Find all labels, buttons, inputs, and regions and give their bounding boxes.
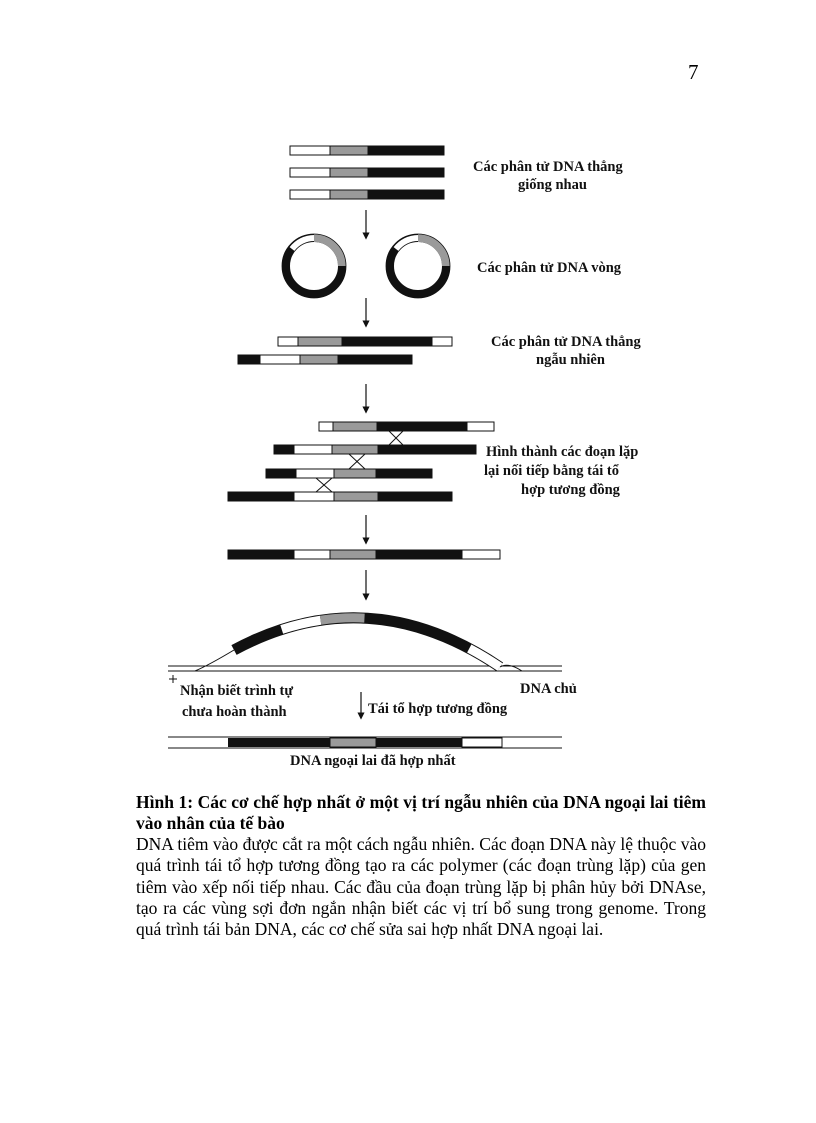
concatemer-group xyxy=(228,422,494,501)
crossover-marks xyxy=(316,431,403,492)
label-host-dna: DNA chủ xyxy=(520,681,577,697)
label-concatemer-1: Hình thành các đoạn lặp xyxy=(486,444,639,460)
identical-linear-dna-group xyxy=(290,146,444,199)
label-linear-identical-2: giống nhau xyxy=(518,177,587,193)
integrated-dna xyxy=(168,737,562,748)
figure-caption: Hình 1: Các cơ chế hợp nhất ở một vị trí ngẫu nhiên của DNA ngoại lai tiêm vào nhân của tế bào xyxy=(136,792,706,833)
linear-dna-bar xyxy=(228,492,452,501)
label-linear-random-1: Các phân tử DNA thẳng xyxy=(491,334,641,350)
label-recognition-2: chưa hoàn thành xyxy=(182,704,287,720)
label-concatemer-3: hợp tương đồng xyxy=(521,482,620,498)
body-paragraph: DNA tiêm vào được cắt ra một cách ngẫu nhiên. Các đoạn DNA này lệ thuộc vào quá trình tái tổ hợp tương đồng tạo ra các polymer (các đoạn trùng lặp) của gen tiêm vào xếp nối tiếp nhau. Các đầu của đoạn trùng lặp bị phân hủy bởi DNAse, tạo ra các vùng sợi đơn ngắn nhận biết các vị trí bổ sung trong genome. Trong quá trình tái bản DNA, các cơ chế sửa sai hợp nhất DNA ngoại lai. xyxy=(136,834,706,940)
label-linear-random-2: ngẫu nhiên xyxy=(536,352,605,368)
linear-dna-bar xyxy=(274,445,476,454)
host-dna-lines xyxy=(168,666,562,671)
circular-dna-left xyxy=(282,234,346,298)
label-homologous-recombination: Tái tổ hợp tương đồng xyxy=(368,701,508,717)
page-number: 7 xyxy=(688,60,699,84)
label-linear-identical-1: Các phân tử DNA thẳng xyxy=(473,159,623,175)
concatemer-bar xyxy=(228,550,500,559)
recombining-arc xyxy=(195,618,522,671)
linear-dna-bar xyxy=(290,168,444,177)
label-circular: Các phân tử DNA vòng xyxy=(477,260,622,276)
random-linear-dna-group xyxy=(238,337,452,364)
linear-dna-bar xyxy=(319,422,494,431)
linear-dna-bar xyxy=(290,146,444,155)
circular-dna-right xyxy=(386,234,450,298)
label-recognition-1: Nhận biết trình tự xyxy=(180,683,294,699)
label-concatemer-2: lại nối tiếp bằng tái tổ xyxy=(484,463,619,479)
linear-dna-bar xyxy=(238,355,412,364)
linear-dna-bar xyxy=(278,337,452,346)
linear-dna-bar xyxy=(290,190,444,199)
linear-dna-bar xyxy=(266,469,432,478)
label-integrated-dna: DNA ngoại lai đã hợp nhất xyxy=(290,753,456,769)
